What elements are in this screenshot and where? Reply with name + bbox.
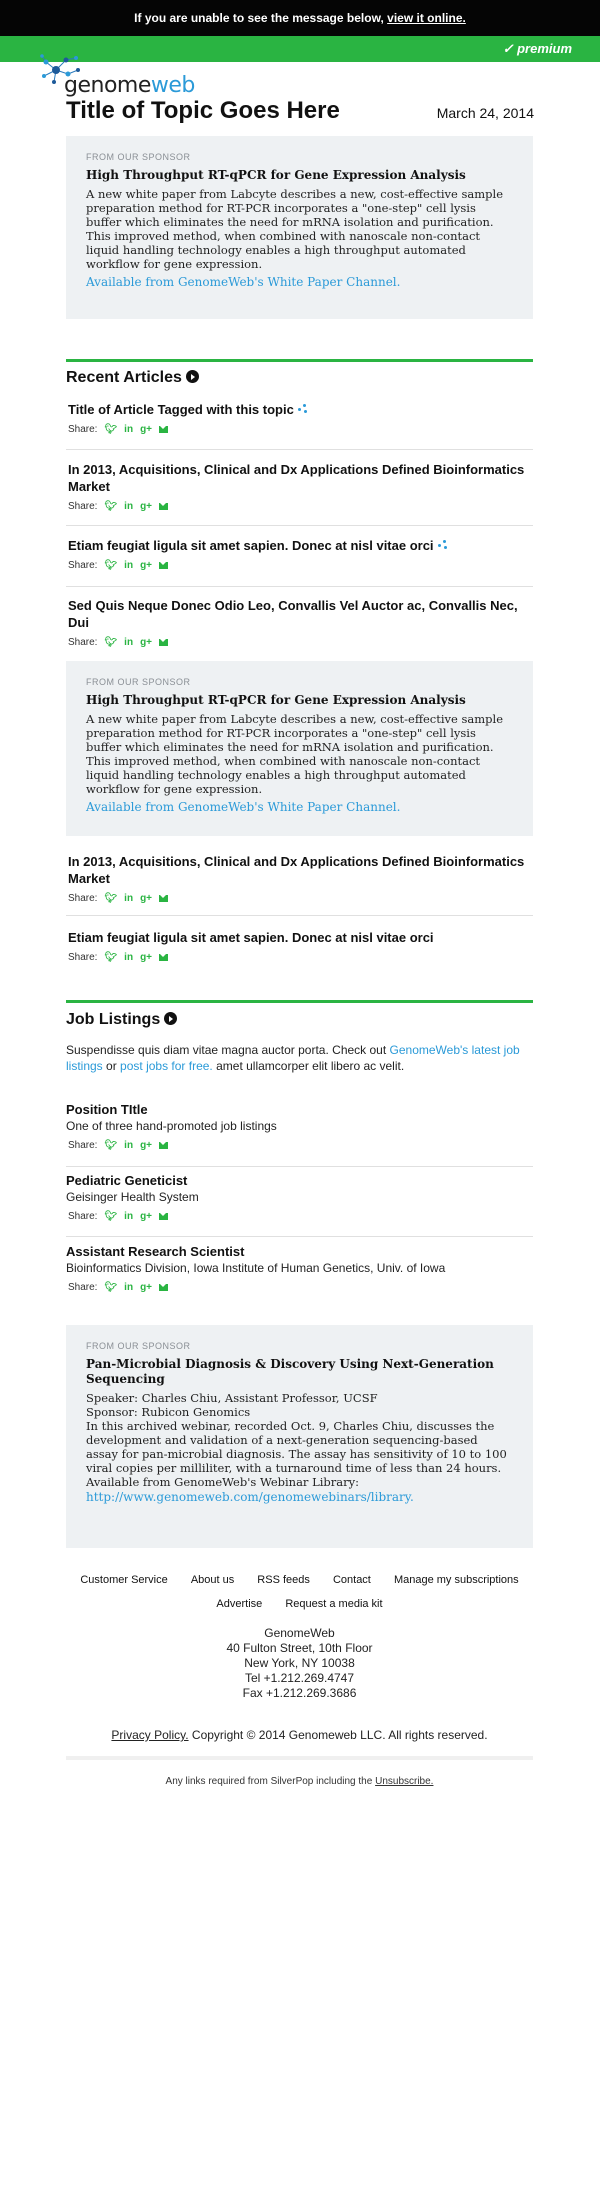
sponsor-title[interactable]: High Throughput RT-qPCR for Gene Expression Analysis <box>86 693 466 707</box>
address-line: GenomeWeb <box>264 1626 335 1640</box>
unsubscribe-text: Any links required from SilverPop including the <box>165 1776 373 1787</box>
copyright <box>66 1728 533 1742</box>
twitter-icon[interactable]: 🐦︎ <box>104 1211 118 1222</box>
article-title[interactable]: In 2013, Acquisitions, Clinical and Dx Applications Defined Bioinformatics Market <box>68 854 525 886</box>
sponsor-body: In this archived webinar, recorded Oct. 9, Charles Chiu, discusses the development and validation of a next-generation sequencing-based assay for pan-microbial diagnosis. The assay has sensitivity of 10 to 100 viral copies per milliliter, with a turnaround time of less than 24 hours. <box>86 1419 507 1475</box>
share-row <box>66 637 533 648</box>
job-listings-heading[interactable] <box>66 1011 177 1029</box>
email-icon[interactable] <box>159 1284 168 1291</box>
play-arrow-icon <box>164 1012 177 1025</box>
intro-text-1: Suspendisse quis diam vitae magna auctor porta. Check out <box>66 1043 387 1057</box>
footer-link-customer-service[interactable]: Customer Service <box>80 1574 168 1586</box>
twitter-icon[interactable]: 🐦︎ <box>104 637 118 648</box>
email-icon[interactable] <box>159 503 168 510</box>
view-online-link[interactable]: view it online. <box>387 11 466 25</box>
share-row <box>66 1140 533 1151</box>
linkedin-icon[interactable]: in <box>124 637 134 648</box>
googleplus-icon[interactable]: g+ <box>140 893 153 904</box>
sponsor-label: FROM OUR SPONSOR <box>86 1341 191 1351</box>
article-item <box>66 597 533 648</box>
post-jobs-link[interactable]: post jobs for free. <box>120 1059 213 1073</box>
job-title[interactable]: Position TItle <box>66 1102 148 1117</box>
sponsor-body: A new white paper from Labcyte describes a new, cost-effective sample preparation method for RT-PCR incorporates a "one-step" cell lysis buffer which eliminates the need for mRNA isolation and purification. This improved method, when combined with nanoscale non-contact liquid handling technology enables a high throughput automated workflow for gene expression. <box>86 712 504 796</box>
footer-link-media-kit[interactable]: Request a media kit <box>285 1598 383 1610</box>
linkedin-icon[interactable]: in <box>124 893 134 904</box>
twitter-icon[interactable]: 🐦︎ <box>104 893 118 904</box>
share-row <box>66 501 533 512</box>
article-title[interactable]: Sed Quis Neque Donec Odio Leo, Convallis Vel Auctor ac, Convallis Nec, Dui <box>68 598 518 630</box>
webinar-speaker: Speaker: Charles Chiu, Assistant Professor, UCSF <box>86 1391 378 1405</box>
share-label: Share: <box>68 424 98 435</box>
sponsor-box-3 <box>66 1325 533 1548</box>
privacy-policy-link[interactable]: Privacy Policy. <box>111 1728 189 1742</box>
view-online-banner <box>0 0 600 36</box>
webinar-sponsor: Sponsor: Rubicon Genomics <box>86 1405 251 1419</box>
job-item <box>66 1244 533 1293</box>
share-label: Share: <box>68 1211 98 1222</box>
email-icon[interactable] <box>159 1213 168 1220</box>
article-title[interactable] <box>66 537 533 554</box>
article-title-text: Title of Article Tagged with this topic <box>68 402 294 417</box>
sponsor-title[interactable]: Pan-Microbial Diagnosis & Discovery Using Next-Generation Sequencing <box>86 1357 494 1386</box>
section-rule <box>66 359 533 362</box>
twitter-icon[interactable]: 🐦︎ <box>104 952 118 963</box>
googleplus-icon[interactable]: g+ <box>140 1211 153 1222</box>
twitter-icon[interactable]: 🐦︎ <box>104 560 118 571</box>
banner-text: If you are unable to see the message below, <box>134 11 384 25</box>
intro-text-2: amet ullamcorper elit libero ac velit. <box>216 1059 405 1073</box>
sponsor-box-1 <box>66 136 533 319</box>
white-paper-link[interactable]: Available from GenomeWeb's White Paper Channel. <box>86 800 401 814</box>
linkedin-icon[interactable]: in <box>124 952 134 963</box>
share-label: Share: <box>68 952 98 963</box>
divider <box>66 915 533 916</box>
divider <box>66 1166 533 1167</box>
job-listings-label: Job Listings <box>66 1011 161 1028</box>
intro-or: or <box>106 1059 117 1073</box>
article-title-text: Etiam feugiat ligula sit amet sapien. Donec at nisl vitae orci <box>68 538 434 553</box>
googleplus-icon[interactable]: g+ <box>140 560 153 571</box>
divider <box>66 525 533 526</box>
share-row <box>66 1282 533 1293</box>
job-intro <box>66 1042 533 1074</box>
sponsor-label: FROM OUR SPONSOR <box>86 677 191 687</box>
share-row <box>66 424 533 435</box>
webinar-availability: Available from GenomeWeb's Webinar Library: <box>86 1475 359 1489</box>
address-line: New York, NY 10038 <box>244 1656 355 1670</box>
premium-label: ✓ premium <box>502 41 572 56</box>
twitter-icon[interactable]: 🐦︎ <box>104 1282 118 1293</box>
email-icon[interactable] <box>159 1142 168 1149</box>
logo-genome: genome <box>64 73 151 98</box>
email-icon[interactable] <box>159 426 168 433</box>
issue-date: March 24, 2014 <box>436 105 534 121</box>
googleplus-icon[interactable]: g+ <box>140 424 153 435</box>
tag-icon <box>438 540 448 550</box>
address-line: Tel +1.212.269.4747 <box>244 1671 355 1685</box>
copyright-text: Copyright © 2014 Genomeweb LLC. All rights reserved. <box>191 1728 488 1742</box>
logo-wordmark <box>64 73 195 98</box>
email-icon[interactable] <box>159 954 168 961</box>
latest-jobs-link[interactable]: GenomeWeb's latest job listings <box>66 1043 520 1073</box>
webinar-library-link[interactable]: http://www.genomeweb.com/genomewebinars/library. <box>86 1490 414 1504</box>
footer-link-advertise[interactable]: Advertise <box>216 1598 263 1610</box>
job-title[interactable]: Pediatric Geneticist <box>66 1173 188 1188</box>
share-label: Share: <box>68 501 98 512</box>
page-title: Title of Topic Goes Here <box>66 97 340 124</box>
email-icon[interactable] <box>159 895 168 902</box>
twitter-icon[interactable]: 🐦︎ <box>104 501 118 512</box>
job-employer: Geisinger Health System <box>66 1190 199 1204</box>
divider <box>66 586 533 587</box>
play-arrow-icon <box>186 370 199 383</box>
linkedin-icon[interactable]: in <box>124 560 134 571</box>
white-paper-link[interactable]: Available from GenomeWeb's White Paper Channel. <box>86 275 401 289</box>
footer-link-about[interactable]: About us <box>190 1574 235 1586</box>
googleplus-icon[interactable]: g+ <box>140 501 153 512</box>
recent-articles-heading[interactable] <box>66 369 199 387</box>
sponsor-box-2 <box>66 661 533 836</box>
share-row <box>66 560 533 571</box>
footer-link-rss[interactable]: RSS feeds <box>257 1574 310 1586</box>
googleplus-icon[interactable]: g+ <box>140 1282 153 1293</box>
share-label: Share: <box>68 637 98 648</box>
share-row <box>66 952 533 963</box>
job-employer: Bioinformatics Division, Iowa Institute of Human Genetics, Univ. of Iowa <box>66 1261 446 1275</box>
footer-rule <box>66 1756 533 1760</box>
address-line: Fax +1.212.269.3686 <box>242 1686 357 1700</box>
linkedin-icon[interactable]: in <box>124 501 134 512</box>
linkedin-icon[interactable]: in <box>124 424 134 435</box>
address-line: 40 Fulton Street, 10th Floor <box>226 1641 373 1655</box>
divider <box>66 1236 533 1237</box>
divider <box>66 449 533 450</box>
googleplus-icon[interactable]: g+ <box>140 952 153 963</box>
job-title[interactable]: Assistant Research Scientist <box>66 1244 245 1259</box>
googleplus-icon[interactable]: g+ <box>140 1140 153 1151</box>
share-label: Share: <box>68 893 98 904</box>
footer-link-contact[interactable]: Contact <box>332 1574 371 1586</box>
logo-web: web <box>150 73 195 98</box>
linkedin-icon[interactable]: in <box>124 1140 134 1151</box>
share-label: Share: <box>68 1282 98 1293</box>
article-title[interactable]: In 2013, Acquisitions, Clinical and Dx Applications Defined Bioinformatics Market <box>68 462 525 494</box>
job-item <box>66 1102 533 1151</box>
article-item <box>66 929 533 963</box>
article-title[interactable] <box>66 401 533 418</box>
job-item <box>66 1173 533 1222</box>
article-item <box>66 401 533 435</box>
twitter-icon[interactable]: 🐦︎ <box>104 424 118 435</box>
job-employer: One of three hand-promoted job listings <box>66 1119 277 1133</box>
unsubscribe-line <box>66 1776 533 1787</box>
linkedin-icon[interactable]: in <box>124 1282 134 1293</box>
article-item <box>66 853 533 904</box>
section-rule <box>66 1000 533 1003</box>
recent-articles-label: Recent Articles <box>66 369 182 386</box>
company-address <box>66 1626 533 1701</box>
footer-link-subscriptions[interactable]: Manage my subscriptions <box>393 1574 519 1586</box>
article-title[interactable]: Etiam feugiat ligula sit amet sapien. Donec at nisl vitae orci <box>68 930 434 945</box>
share-label: Share: <box>68 1140 98 1151</box>
share-label: Share: <box>68 560 98 571</box>
genomeweb-logo[interactable] <box>38 52 198 98</box>
sponsor-label: FROM OUR SPONSOR <box>86 152 191 162</box>
share-row <box>66 893 533 904</box>
article-item <box>66 461 533 512</box>
unsubscribe-link[interactable]: Unsubscribe. <box>375 1776 434 1787</box>
twitter-icon[interactable]: 🐦︎ <box>104 1140 118 1151</box>
article-item <box>66 537 533 571</box>
sponsor-title[interactable]: High Throughput RT-qPCR for Gene Expression Analysis <box>86 168 466 182</box>
googleplus-icon[interactable]: g+ <box>140 637 153 648</box>
tag-icon <box>298 404 308 414</box>
linkedin-icon[interactable]: in <box>124 1211 134 1222</box>
email-icon[interactable] <box>159 639 168 646</box>
email-icon[interactable] <box>159 562 168 569</box>
footer-nav <box>66 1568 533 1616</box>
sponsor-body: A new white paper from Labcyte describes a new, cost-effective sample preparation method for RT-PCR incorporates a "one-step" cell lysis buffer which eliminates the need for mRNA isolation and purification. This improved method, when combined with nanoscale non-contact liquid handling technology enables a high throughput automated workflow for gene expression. <box>86 187 504 271</box>
share-row <box>66 1211 533 1222</box>
